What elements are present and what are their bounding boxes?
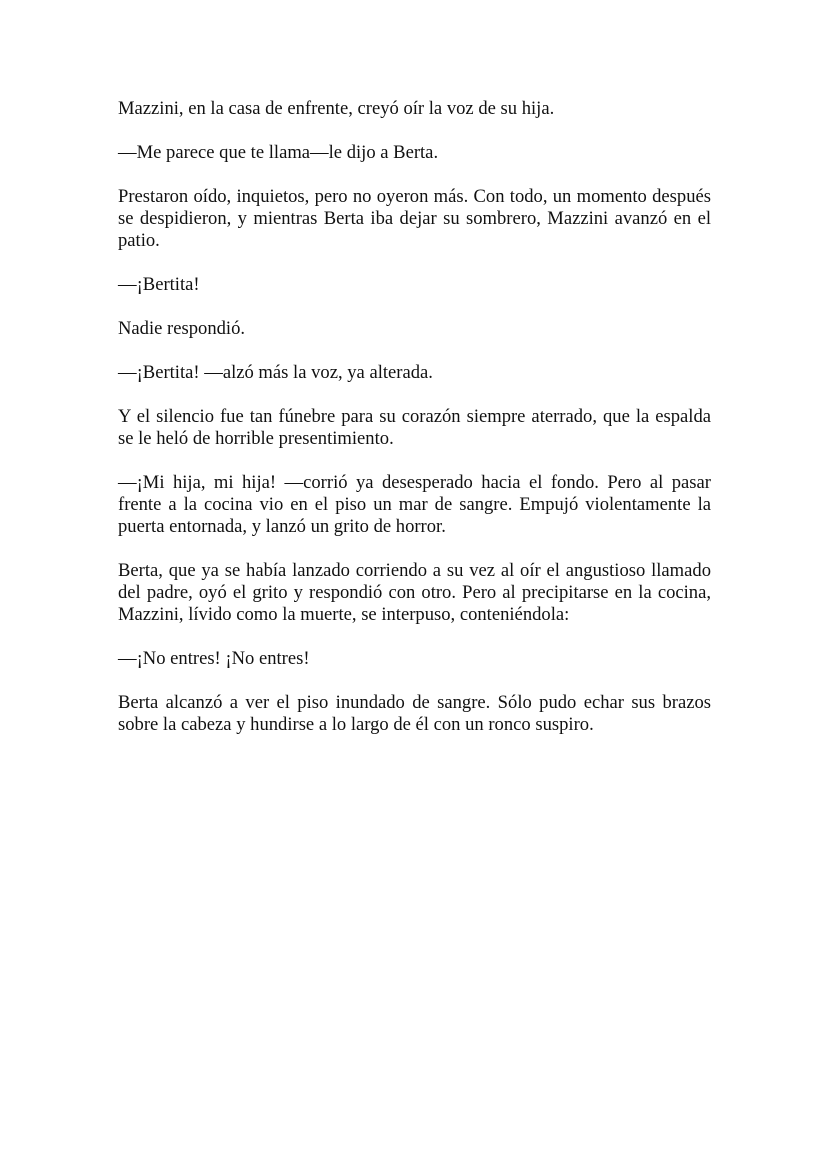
paragraph: Prestaron oído, inquietos, pero no oyeron más. Con todo, un momento después se despidieron, y mientras Berta iba dejar su sombrero, Mazzini avanzó en el patio.	[118, 186, 711, 251]
text-body	[118, 98, 711, 758]
paragraph: Nadie respondió.	[118, 318, 246, 339]
paragraph: —Me parece que te llama—le dijo a Berta.	[118, 142, 439, 163]
paragraph: Mazzini, en la casa de enfrente, creyó oír la voz de su hija.	[118, 98, 555, 119]
paragraph: Y el silencio fue tan fúnebre para su corazón siempre aterrado, que la espalda se le heló de horrible presentimiento.	[118, 406, 711, 449]
paragraph: Berta, que ya se había lanzado corriendo a su vez al oír el angustioso llamado del padre, oyó el grito y respondió con otro. Pero al precipitarse en la cocina, Mazzini, lívido como la muerte, se interpuso, conteniéndola:	[118, 560, 711, 625]
paragraph: —¡Mi hija, mi hija! —corrió ya desesperado hacia el fondo. Pero al pasar frente a la cocina vio en el piso un mar de sangre. Empujó violentamente la puerta entornada, y lanzó un grito de horror.	[118, 472, 711, 537]
paragraph: —¡No entres! ¡No entres!	[118, 648, 310, 669]
paragraph: Berta alcanzó a ver el piso inundado de sangre. Sólo pudo echar sus brazos sobre la cabeza y hundirse a lo largo de él con un ronco suspiro.	[118, 692, 711, 735]
paragraph: —¡Bertita! —alzó más la voz, ya alterada.	[118, 362, 433, 383]
paragraph: —¡Bertita!	[118, 274, 200, 295]
